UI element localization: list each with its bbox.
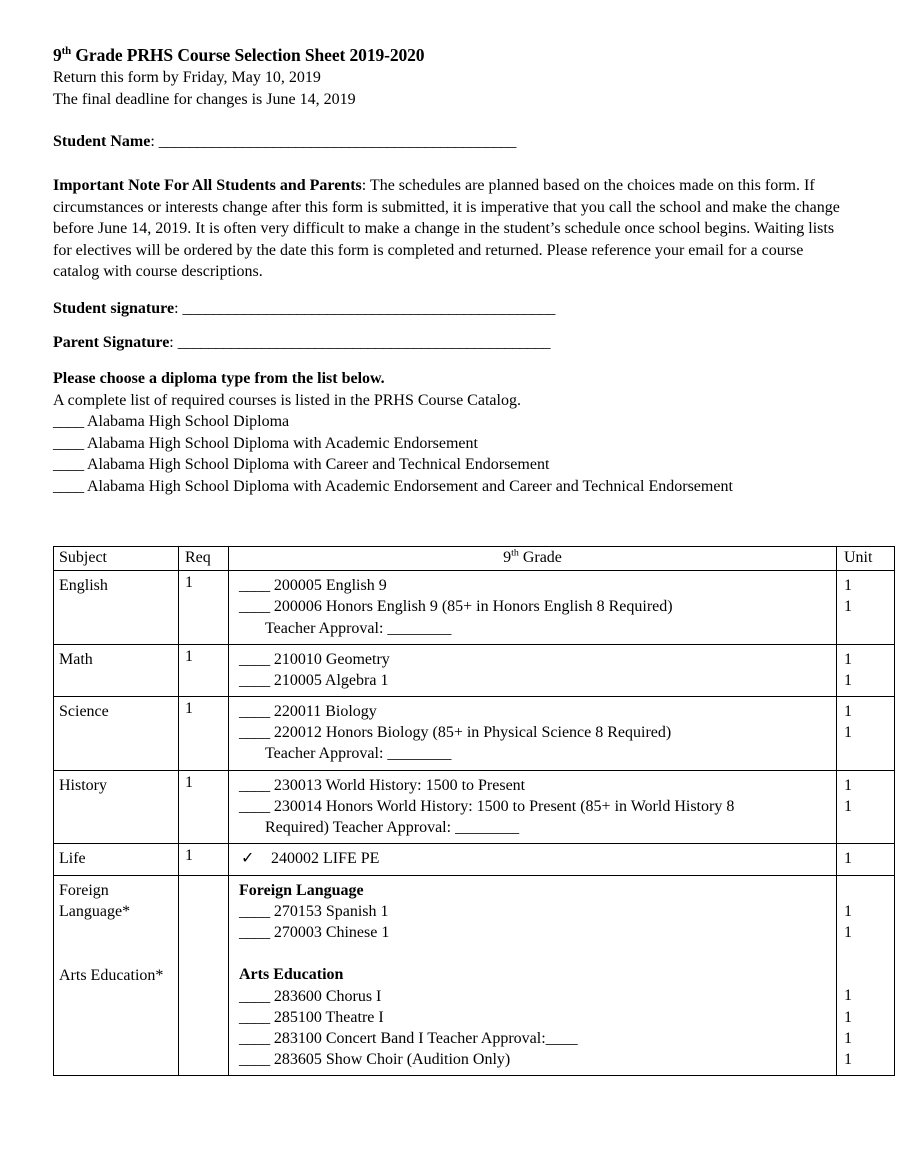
table-row <box>54 571 895 645</box>
return-deadline-line: Return this form by Friday, May 10, 2019 <box>53 69 321 87</box>
unit-value: 1 <box>844 703 852 721</box>
unit-value: 1 <box>844 850 852 868</box>
column-header-grade <box>229 547 837 571</box>
teacher-approval-label: Teacher Approval: ________ <box>265 619 452 637</box>
course-option-label: 283600 Chorus I <box>273 987 382 1005</box>
unit-value: 1 <box>844 1051 852 1068</box>
unit-value: 1 <box>844 1029 852 1047</box>
teacher-approval-label: Teacher Approval: ________ <box>265 745 452 763</box>
diploma-option-blank[interactable]: ____ <box>53 456 84 474</box>
student-signature-input-blank[interactable]: _________________________________________________ <box>182 299 555 317</box>
course-group-heading-foreign-language: Foreign Language <box>239 881 364 899</box>
course-option-blank[interactable]: ____ <box>239 703 270 721</box>
cell-units <box>837 875 895 1076</box>
course-option-label: 230013 World History: 1500 to Present <box>273 776 526 794</box>
course-option-blank[interactable]: ____ <box>239 671 270 689</box>
cell-course-options <box>229 644 837 696</box>
cell-units <box>837 770 895 844</box>
cell-subject: English <box>54 571 179 645</box>
course-option-blank[interactable]: ____ <box>239 1051 270 1069</box>
diploma-option-list <box>53 411 874 497</box>
parent-signature-input-blank[interactable]: _________________________________________________ <box>177 334 551 352</box>
student-name-field-row <box>53 132 874 153</box>
diploma-section-heading: Please choose a diploma type from the list below. <box>53 370 385 388</box>
diploma-option-item[interactable] <box>53 454 874 476</box>
course-option[interactable] <box>239 775 836 796</box>
checkmark-icon: ✓ <box>241 850 255 868</box>
spacer <box>59 943 178 964</box>
unit-value: 1 <box>844 923 852 941</box>
column-header-unit: Unit <box>837 547 895 571</box>
table-row <box>54 644 895 696</box>
diploma-option-blank[interactable]: ____ <box>53 413 84 431</box>
table-row <box>54 844 895 875</box>
course-option-label: 200005 English 9 <box>273 577 387 595</box>
course-selection-table <box>53 546 895 1076</box>
course-option-blank[interactable]: ____ <box>239 724 270 742</box>
spacer <box>53 319 874 333</box>
course-option[interactable] <box>239 596 836 617</box>
student-name-input-blank[interactable]: _______________________________________________ <box>158 133 516 151</box>
table-row <box>54 875 895 1076</box>
course-option[interactable] <box>239 701 836 722</box>
cell-units <box>837 844 895 875</box>
cell-subject: History <box>54 770 179 844</box>
student-signature-colon: : <box>174 299 179 317</box>
page-title-ordinal-suffix: th <box>61 45 72 58</box>
cell-subject: Life <box>54 844 179 875</box>
course-option-label: 220012 Honors Biology (85+ in Physical Science 8 Required) <box>273 724 672 742</box>
column-header-grade-rest: Grade <box>518 549 562 567</box>
student-name-colon: : <box>150 133 155 151</box>
cell-req: 1 <box>179 770 229 844</box>
unit-value: 1 <box>844 1008 852 1026</box>
course-option-label: 270153 Spanish 1 <box>273 902 389 920</box>
course-option-blank[interactable]: ____ <box>239 776 270 794</box>
course-option-blank[interactable]: ____ <box>239 902 270 920</box>
table-body <box>54 571 895 1076</box>
teacher-approval-line[interactable] <box>239 743 836 764</box>
diploma-option-blank[interactable]: ____ <box>53 477 84 495</box>
cell-req: 1 <box>179 697 229 771</box>
spacer <box>53 283 874 299</box>
course-option-label: 285100 Theatre I <box>273 1008 384 1026</box>
course-option-blank[interactable]: ____ <box>239 650 270 668</box>
course-option[interactable] <box>239 922 836 943</box>
cell-units <box>837 697 895 771</box>
diploma-option-item[interactable] <box>53 411 874 433</box>
cell-course-options <box>229 875 837 1076</box>
column-header-grade-number: 9 <box>503 549 512 567</box>
table-header <box>54 547 895 571</box>
cell-units <box>837 644 895 696</box>
parent-signature-colon: : <box>169 334 174 352</box>
subject-label-arts-education: Arts Education* <box>59 966 164 984</box>
parent-signature-field-row <box>53 333 874 354</box>
page-title-rest: Grade PRHS Course Selection Sheet 2019-2020 <box>71 45 425 65</box>
student-signature-label: Student signature <box>53 299 175 317</box>
table-row <box>54 697 895 771</box>
course-option[interactable] <box>239 1049 836 1070</box>
teacher-approval-line[interactable] <box>239 817 836 838</box>
unit-value: 1 <box>844 776 852 794</box>
course-option-label: 270003 Chinese 1 <box>273 923 390 941</box>
cell-subject: Math <box>54 644 179 696</box>
course-option-blank[interactable]: ____ <box>239 577 270 595</box>
course-group-heading-arts-education: Arts Education <box>239 966 344 984</box>
course-option-blank[interactable]: ____ <box>239 923 270 941</box>
table-header-row <box>54 547 895 571</box>
course-option-selected[interactable] <box>239 848 836 869</box>
final-deadline-line: The final deadline for changes is June 14, 2019 <box>53 90 356 108</box>
diploma-section-subheading: A complete list of required courses is listed in the PRHS Course Catalog. <box>53 391 521 409</box>
course-option[interactable] <box>239 670 836 691</box>
course-option-label: 230014 Honors World History: 1500 to Present (85+ in World History 8 <box>273 797 735 815</box>
course-option-label: 200006 Honors English 9 (85+ in Honors English 8 Required) <box>273 598 673 616</box>
course-option[interactable] <box>239 986 836 1007</box>
student-name-label: Student Name <box>53 133 151 151</box>
unit-value: 1 <box>844 902 852 920</box>
subject-label-foreign-language: Foreign Language* <box>59 881 131 920</box>
unit-value: 1 <box>844 577 852 595</box>
course-option-blank[interactable]: ____ <box>239 1030 270 1048</box>
course-option-blank[interactable]: ____ <box>239 1008 270 1026</box>
cell-course-options <box>229 844 837 875</box>
diploma-option-label: Alabama High School Diploma <box>86 413 290 431</box>
important-note-body: : The schedules are planned based on the choices made on this form. If circumstances or interests change after this form is submitted, it is imperative that you call the school and make the change before June 14, 2019. It is often very difficult to make a change in the student’s schedule once school begins. Waiting lists for electives will be ordered by the date this form is completed and returned. Please reference your email for a course catalog with course descriptions. <box>53 177 840 281</box>
unit-value: 1 <box>844 671 852 689</box>
diploma-option-blank[interactable]: ____ <box>53 434 84 452</box>
diploma-option-label: Alabama High School Diploma with Academic Endorsement <box>86 434 478 452</box>
student-signature-field-row <box>53 299 874 320</box>
cell-course-options <box>229 770 837 844</box>
spacer <box>53 110 874 132</box>
table-row <box>54 770 895 844</box>
diploma-option-label: Alabama High School Diploma with Academic Endorsement and Career and Technical Endorsement <box>86 477 733 495</box>
teacher-approval-line[interactable] <box>239 618 836 639</box>
course-option-label: 283605 Show Choir (Audition Only) <box>273 1051 511 1069</box>
unit-value: 1 <box>844 724 852 742</box>
course-option-blank[interactable]: ____ <box>239 598 270 616</box>
course-option-label: 283100 Concert Band I Teacher Approval:____ <box>273 1030 578 1048</box>
diploma-option-item[interactable] <box>53 476 874 498</box>
spacer <box>53 354 874 368</box>
parent-signature-label: Parent Signature <box>53 334 170 352</box>
unit-value: 1 <box>844 598 852 616</box>
course-option[interactable] <box>239 722 836 743</box>
cell-req: 1 <box>179 844 229 875</box>
spacer <box>239 943 836 964</box>
page-title <box>53 44 874 66</box>
cell-units <box>837 571 895 645</box>
teacher-approval-label: Required) Teacher Approval: ________ <box>265 819 520 837</box>
cell-subject: Science <box>54 697 179 771</box>
spacer <box>53 153 874 175</box>
cell-course-options <box>229 697 837 771</box>
course-option-label: 210010 Geometry <box>273 650 390 668</box>
course-option-label: 240002 LIFE PE <box>271 850 380 868</box>
column-header-req: Req <box>179 547 229 571</box>
spacer <box>59 922 178 943</box>
unit-value: 1 <box>844 987 852 1005</box>
course-option-label: 220011 Biology <box>273 703 377 721</box>
course-option-blank[interactable]: ____ <box>239 797 270 815</box>
diploma-option-label: Alabama High School Diploma with Career and Technical Endorsement <box>86 456 550 474</box>
page-title-number: 9 <box>53 45 62 65</box>
important-note-lead: Important Note For All Students and Parents <box>53 177 362 195</box>
cell-subject <box>54 875 179 1076</box>
diploma-option-item[interactable] <box>53 433 874 455</box>
course-option-blank[interactable]: ____ <box>239 987 270 1005</box>
course-option[interactable] <box>239 649 836 670</box>
cell-req: 1 <box>179 571 229 645</box>
unit-value: 1 <box>844 650 852 668</box>
cell-req <box>179 875 229 1076</box>
column-header-subject: Subject <box>54 547 179 571</box>
course-option[interactable] <box>239 901 836 922</box>
column-header-grade-ordinal-suffix: th <box>511 547 519 559</box>
unit-value: 1 <box>844 797 852 815</box>
course-option[interactable] <box>239 1007 836 1028</box>
important-note-paragraph <box>53 175 853 283</box>
cell-course-options <box>229 571 837 645</box>
course-option[interactable] <box>239 1028 836 1049</box>
cell-req: 1 <box>179 644 229 696</box>
course-option[interactable] <box>239 575 836 596</box>
course-option[interactable] <box>239 796 836 817</box>
course-option-label: 210005 Algebra 1 <box>273 671 389 689</box>
